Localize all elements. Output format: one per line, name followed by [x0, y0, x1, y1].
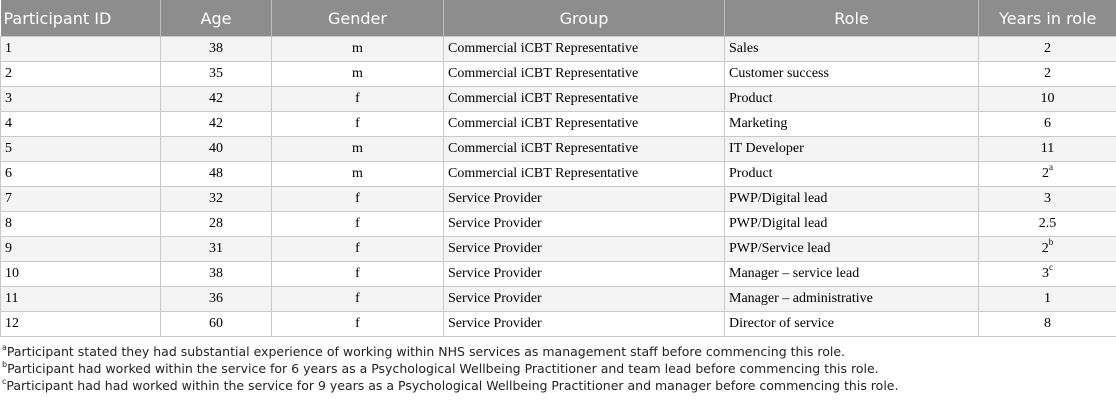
cell-gender: [272, 137, 444, 162]
cell-gender: [272, 37, 444, 62]
cell-role-value: Marketing: [729, 116, 788, 131]
cell-age-value: 32: [209, 191, 223, 206]
cell-years-in-role-value: 2: [1044, 66, 1051, 81]
cell-years-in-role: [979, 137, 1116, 162]
cell-gender-value: f: [355, 191, 360, 206]
cell-participant-id: [1, 312, 161, 337]
cell-participant-id-value: 8: [5, 216, 12, 231]
cell-participant-id-value: 7: [5, 191, 12, 206]
cell-age: [161, 37, 272, 62]
cell-participant-id: [1, 87, 161, 112]
cell-age: [161, 312, 272, 337]
cell-role-value: Sales: [729, 41, 759, 56]
cell-gender: [272, 287, 444, 312]
cell-age-value: 38: [209, 41, 223, 56]
cell-years-in-role: [979, 312, 1116, 337]
cell-participant-id-value: 9: [5, 241, 12, 256]
cell-group: [444, 187, 725, 212]
cell-role: [725, 37, 979, 62]
cell-age: [161, 287, 272, 312]
header-gender: Gender: [272, 0, 444, 37]
cell-group-value: Commercial iCBT Representative: [448, 91, 639, 106]
cell-role-value: Product: [729, 91, 773, 106]
cell-group-value: Service Provider: [448, 291, 542, 306]
cell-group: [444, 312, 725, 337]
cell-gender: [272, 212, 444, 237]
cell-years-in-role-value: 2.5: [1038, 216, 1057, 231]
cell-role-value: Manager – service lead: [729, 266, 860, 281]
cell-group-value: Service Provider: [448, 266, 542, 281]
cell-years-in-role: [979, 187, 1116, 212]
cell-gender-value: f: [355, 91, 360, 106]
cell-gender: [272, 112, 444, 137]
cell-participant-id: [1, 62, 161, 87]
cell-years-in-role: [979, 237, 1116, 262]
cell-role: [725, 287, 979, 312]
cell-gender-value: m: [352, 41, 363, 56]
footnote-marker: c: [1049, 262, 1053, 273]
cell-group-value: Commercial iCBT Representative: [448, 141, 639, 156]
table-body: [1, 37, 1116, 337]
cell-gender-value: f: [355, 241, 360, 256]
cell-age: [161, 87, 272, 112]
cell-gender: [272, 87, 444, 112]
footnote-a: [2, 343, 1116, 360]
cell-gender: [272, 262, 444, 287]
cell-years-in-role-value: 3: [1044, 191, 1051, 206]
cell-role-value: PWP/Digital lead: [729, 216, 828, 231]
header-age: Age: [161, 0, 272, 37]
cell-years-in-role-value: 10: [1040, 91, 1055, 106]
cell-participant-id: [1, 162, 161, 187]
table-row: [1, 212, 1116, 237]
cell-years-in-role: [979, 212, 1116, 237]
cell-group-value: Service Provider: [448, 191, 542, 206]
cell-years-in-role: [979, 37, 1116, 62]
cell-years-in-role: [979, 262, 1116, 287]
cell-age: [161, 262, 272, 287]
footnote-marker: b: [1048, 237, 1054, 248]
cell-years-in-role: [979, 62, 1116, 87]
cell-age: [161, 137, 272, 162]
cell-age-value: 48: [209, 166, 223, 181]
cell-participant-id: [1, 237, 161, 262]
cell-years-in-role: [979, 112, 1116, 137]
cell-group: [444, 237, 725, 262]
cell-participant-id-value: 5: [5, 141, 12, 156]
cell-role-value: PWP/Digital lead: [729, 191, 828, 206]
cell-participant-id-value: 10: [5, 266, 19, 281]
cell-gender-value: f: [355, 316, 360, 331]
cell-age-value: 42: [209, 116, 223, 131]
cell-age: [161, 62, 272, 87]
cell-years-in-role-value: 6: [1044, 116, 1051, 131]
cell-age: [161, 187, 272, 212]
cell-years-in-role-value: 2: [1041, 241, 1049, 256]
cell-age: [161, 237, 272, 262]
cell-years-in-role-value: 8: [1044, 316, 1051, 331]
cell-years-in-role-value: 11: [1040, 141, 1055, 156]
cell-group-value: Service Provider: [448, 241, 542, 256]
footnote-c: [2, 377, 1116, 394]
cell-group-value: Commercial iCBT Representative: [448, 41, 639, 56]
cell-participant-id-value: 12: [5, 316, 19, 331]
table-row: [1, 312, 1116, 337]
cell-participant-id-value: 3: [5, 91, 12, 106]
footnote-mark: b: [2, 359, 8, 369]
cell-group: [444, 287, 725, 312]
cell-gender-value: f: [355, 116, 360, 131]
cell-group-value: Commercial iCBT Representative: [448, 116, 639, 131]
footnote-text: Participant had worked within the service for 6 years as a Psychological Wellbeing Practitioner and team lead before commencing this role.: [7, 361, 879, 376]
cell-participant-id: [1, 137, 161, 162]
footnote-text: Participant had had worked within the service for 9 years as a Psychological Wellbeing Practitioner and manager before commencing this role.: [6, 378, 899, 393]
cell-group: [444, 212, 725, 237]
footnote-marker: a: [1049, 162, 1053, 173]
table-row: [1, 287, 1116, 312]
cell-age: [161, 162, 272, 187]
table-row: [1, 87, 1116, 112]
table-header-row: [1, 0, 1116, 37]
cell-gender-value: m: [352, 66, 363, 81]
table-row: [1, 62, 1116, 87]
cell-role-value: Customer success: [729, 66, 829, 81]
header-participant-id: Participant ID: [1, 0, 161, 37]
table-row: [1, 112, 1116, 137]
table-row: [1, 262, 1116, 287]
cell-group: [444, 62, 725, 87]
cell-role: [725, 187, 979, 212]
table-row: [1, 187, 1116, 212]
cell-gender-value: f: [355, 291, 360, 306]
table-row: [1, 237, 1116, 262]
cell-years-in-role: [979, 162, 1116, 187]
cell-years-in-role-value: 2: [1044, 41, 1051, 56]
cell-years-in-role: [979, 87, 1116, 112]
cell-group: [444, 37, 725, 62]
table-footnotes: [0, 343, 1116, 394]
cell-role-value: IT Developer: [729, 141, 804, 156]
cell-age-value: 60: [209, 316, 223, 331]
cell-gender-value: f: [355, 216, 360, 231]
cell-years-in-role: [979, 287, 1116, 312]
cell-participant-id-value: 1: [5, 41, 12, 56]
cell-participant-id-value: 11: [5, 291, 19, 306]
cell-participant-id: [1, 287, 161, 312]
cell-role: [725, 212, 979, 237]
cell-gender-value: f: [355, 266, 360, 281]
cell-participant-id: [1, 112, 161, 137]
cell-role: [725, 87, 979, 112]
cell-age-value: 36: [209, 291, 223, 306]
cell-role: [725, 137, 979, 162]
cell-participant-id: [1, 212, 161, 237]
cell-age-value: 31: [209, 241, 223, 256]
cell-role: [725, 112, 979, 137]
table-row: [1, 137, 1116, 162]
cell-age-value: 42: [209, 91, 223, 106]
cell-gender: [272, 237, 444, 262]
cell-participant-id-value: 2: [5, 66, 12, 81]
cell-group: [444, 262, 725, 287]
cell-group: [444, 112, 725, 137]
cell-participant-id: [1, 37, 161, 62]
cell-group: [444, 162, 725, 187]
cell-role-value: Product: [729, 166, 773, 181]
cell-role: [725, 162, 979, 187]
cell-age-value: 40: [209, 141, 223, 156]
cell-group: [444, 87, 725, 112]
cell-gender: [272, 312, 444, 337]
cell-years-in-role-value: 1: [1044, 291, 1051, 306]
footnote-mark: a: [2, 342, 7, 352]
cell-role: [725, 62, 979, 87]
table-row: [1, 162, 1116, 187]
cell-role: [725, 237, 979, 262]
cell-years-in-role-value: 3: [1042, 266, 1049, 281]
cell-role-value: Director of service: [729, 316, 834, 331]
footnote-text: Participant stated they had substantial experience of working within NHS services as management staff before commencing this role.: [6, 344, 846, 359]
header-role: Role: [725, 0, 979, 37]
cell-age-value: 38: [209, 266, 223, 281]
cell-gender-value: m: [352, 166, 363, 181]
cell-gender: [272, 162, 444, 187]
cell-group-value: Service Provider: [448, 216, 542, 231]
cell-role-value: PWP/Service lead: [729, 241, 831, 256]
cell-participant-id-value: 6: [5, 166, 12, 181]
cell-gender: [272, 62, 444, 87]
cell-group-value: Service Provider: [448, 316, 542, 331]
cell-group-value: Commercial iCBT Representative: [448, 66, 639, 81]
cell-years-in-role-value: 2: [1042, 166, 1049, 181]
header-years-in-role: Years in role: [979, 0, 1116, 37]
cell-gender-value: m: [352, 141, 363, 156]
cell-role-value: Manager – administrative: [729, 291, 873, 306]
cell-participant-id-value: 4: [5, 116, 12, 131]
cell-age: [161, 212, 272, 237]
cell-role: [725, 312, 979, 337]
table-row: [1, 37, 1116, 62]
cell-age-value: 35: [209, 66, 223, 81]
footnote-b: [2, 360, 1116, 377]
cell-age: [161, 112, 272, 137]
cell-participant-id: [1, 262, 161, 287]
cell-gender: [272, 187, 444, 212]
cell-group-value: Commercial iCBT Representative: [448, 166, 639, 181]
header-group: Group: [444, 0, 725, 37]
cell-participant-id: [1, 187, 161, 212]
cell-role: [725, 262, 979, 287]
footnote-mark: c: [2, 376, 7, 386]
cell-age-value: 28: [209, 216, 223, 231]
cell-group: [444, 137, 725, 162]
